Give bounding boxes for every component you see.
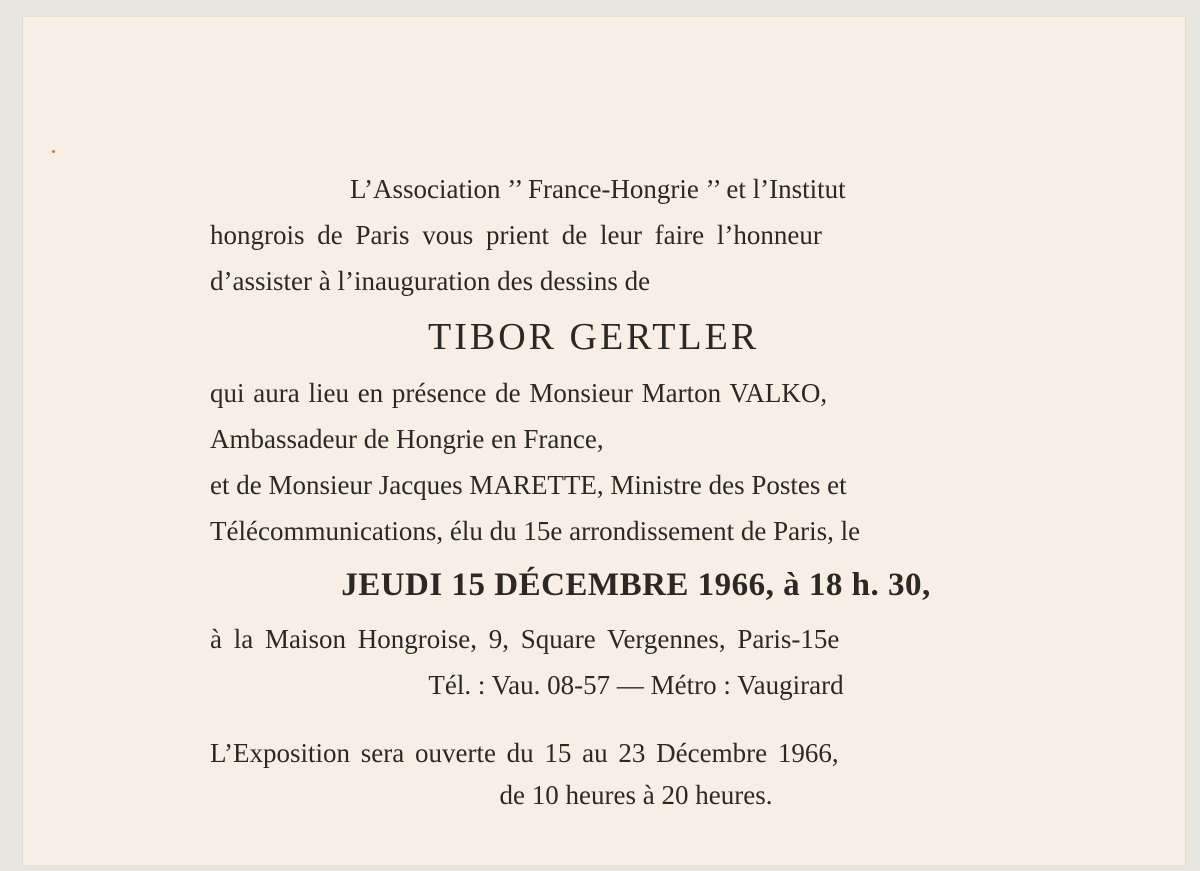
exhibition-dates: L’Exposition sera ouverte du 15 au 23 Décembre 1966, xyxy=(210,738,839,768)
event-date: JEUDI 15 DÉCEMBRE 1966, à 18 h. 30, xyxy=(341,567,931,603)
invitation-card xyxy=(22,16,1186,866)
intro-line-1: L’Association ’’ France-Hongrie ’’ et l’Institut xyxy=(350,173,846,204)
invitation-text xyxy=(210,166,1062,816)
event-address: à la Maison Hongroise, 9, Square Vergennes, Paris-15e xyxy=(210,624,840,654)
intro-line-2: hongrois de Paris vous prient de leur faire l’honneur xyxy=(210,219,822,250)
presence-line-4: Télécommunications, élu du 15e arrondissement de Paris, le xyxy=(210,515,861,546)
event-telephone: Tél. : Vau. 08-57 — Métro : Vaugirard xyxy=(428,670,844,700)
presence-line-1: qui aura lieu en présence de Monsieur Marton VALKO, xyxy=(210,377,828,408)
intro-line-3: d’assister à l’inauguration des dessins de xyxy=(210,265,651,296)
artist-name: TIBOR GERTLER xyxy=(428,316,760,358)
presence-line-3: et de Monsieur Jacques MARETTE, Ministre des Postes et xyxy=(210,469,847,500)
exhibition-hours: de 10 heures à 20 heures. xyxy=(499,780,773,810)
paper-speck xyxy=(52,150,55,153)
presence-line-2: Ambassadeur de Hongrie en France, xyxy=(210,423,604,454)
